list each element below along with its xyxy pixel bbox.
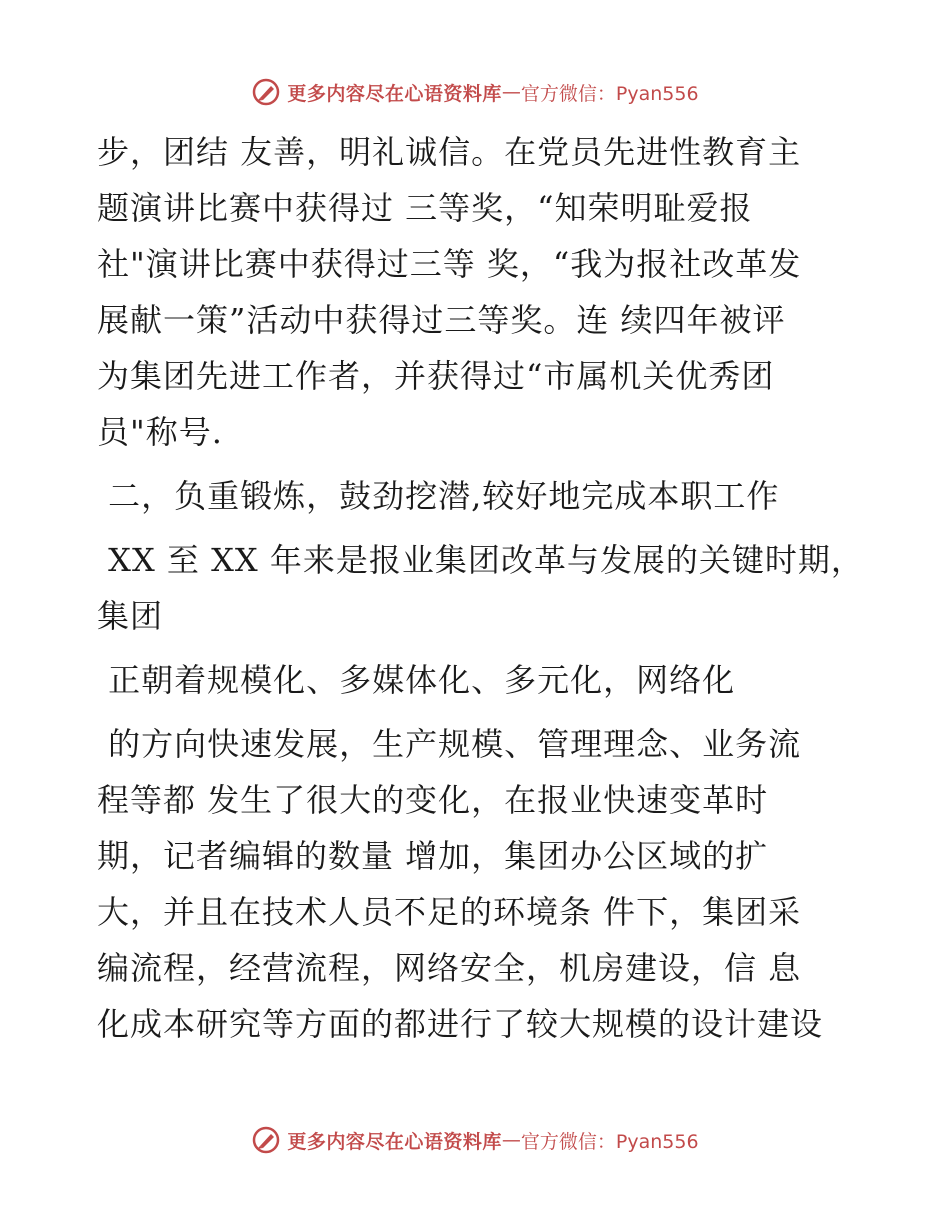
paragraph	[97, 124, 857, 460]
text-line: 程等都 发生了很大的变化，在报业快速变革时	[97, 781, 769, 819]
text-line: 编流程，经营流程，网络安全，机房建设，信 息	[97, 949, 802, 987]
promo-text: 更多内容尽在心语资料库	[287, 1130, 502, 1153]
text-line: 展献一策”活动中获得过三等奖。连 续四年被评	[97, 301, 786, 339]
pen-logo-icon	[251, 1125, 281, 1155]
text-line: 为集团先进工作者，并获得过“市属机关优秀团	[97, 357, 775, 395]
text-line: 大，并且在技术人员不足的环境条 件下，集团采	[97, 893, 802, 931]
paragraph	[97, 652, 857, 708]
separator: —	[501, 81, 521, 103]
text-line: 集团	[97, 597, 164, 635]
separator: —	[501, 1129, 521, 1151]
text-line: 二，负重锻炼，鼓劲挖潜,较好地完成本职工作	[97, 477, 780, 515]
text-line: XX 至 XX 年来是报业集团改革与发展的关键时期，	[97, 541, 864, 579]
paragraph	[97, 532, 864, 644]
pen-logo-icon	[251, 77, 281, 107]
wechat-id: 官方微信：Pyan556	[520, 82, 699, 105]
footer-watermark	[0, 1120, 950, 1160]
section-heading	[97, 468, 857, 524]
text-line: 期，记者编辑的数量 增加，集团办公区域的扩	[97, 837, 769, 875]
text-line: 社"演讲比赛中获得过三等 奖，“我为报社改革发	[97, 245, 802, 283]
promo-text: 更多内容尽在心语资料库	[287, 82, 502, 105]
text-line: 员"称号.	[97, 413, 223, 451]
text-line: 化成本研究等方面的都进行了较大规模的设计建设	[97, 1005, 824, 1043]
wechat-id: 官方微信：Pyan556	[520, 1130, 699, 1153]
text-line: 步，团结 友善，明礼诚信。在党员先进性教育主	[97, 133, 802, 171]
document-body	[97, 124, 864, 1052]
text-line: 正朝着规模化、多媒体化、多元化，网络化	[97, 661, 736, 699]
text-line: 题演讲比赛中获得过 三等奖，“知荣明耻爱报	[97, 189, 753, 227]
paragraph	[97, 716, 857, 1052]
header-watermark	[0, 72, 950, 112]
text-line: 的方向快速发展，生产规模、管理理念、业务流	[97, 725, 802, 763]
